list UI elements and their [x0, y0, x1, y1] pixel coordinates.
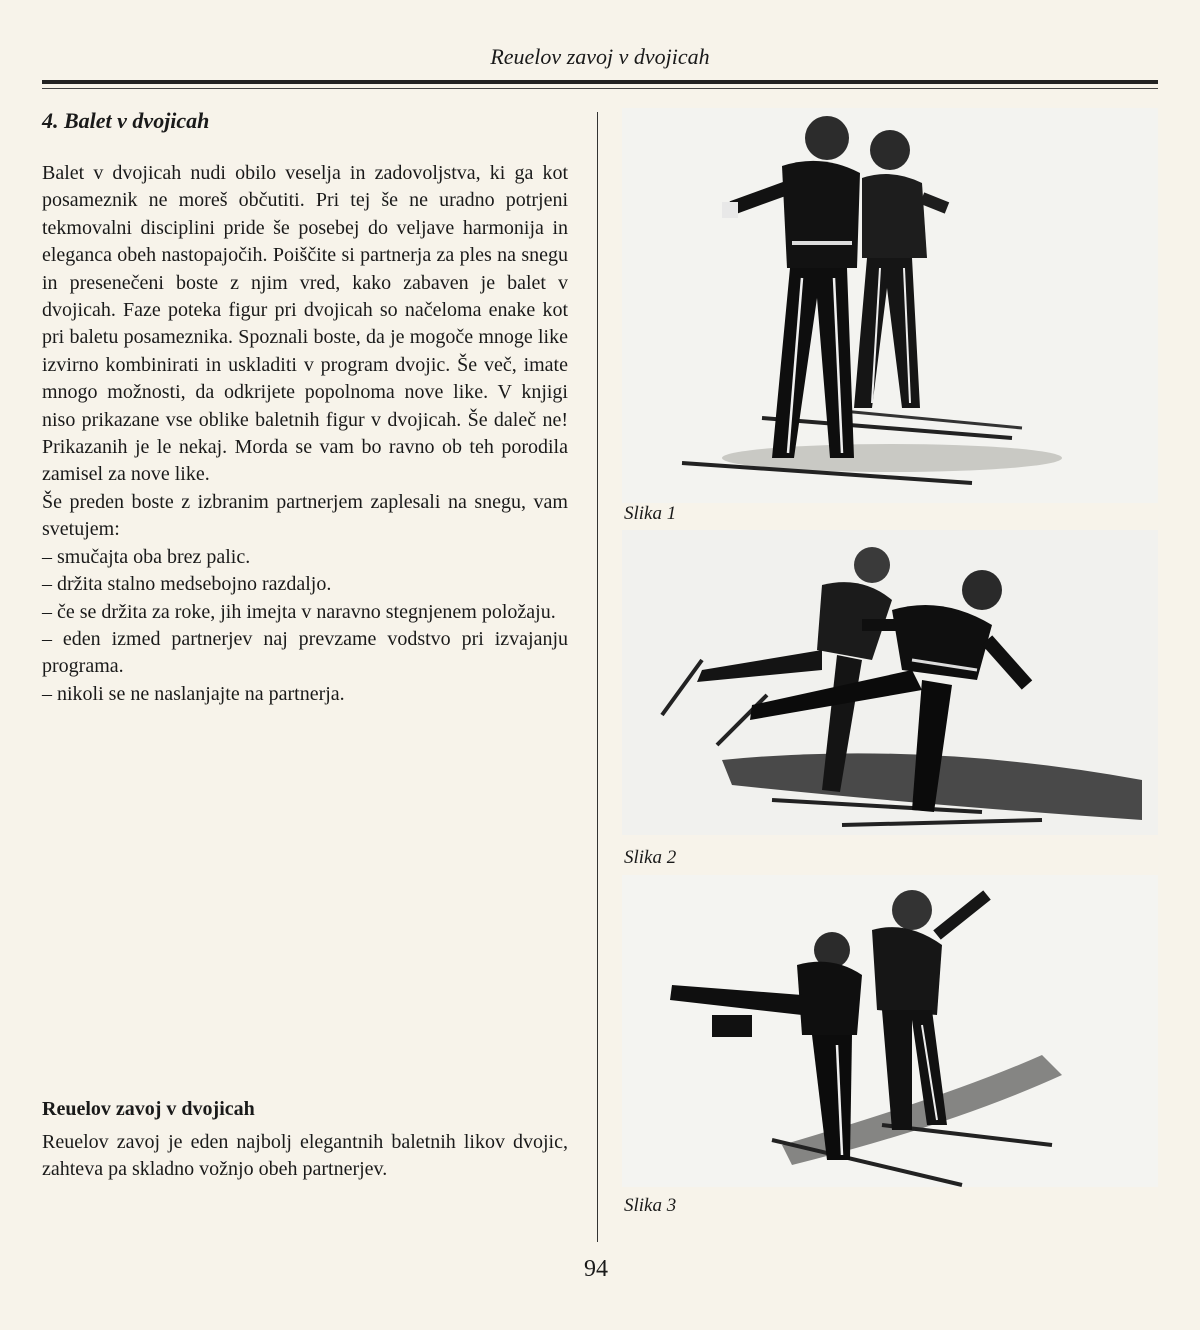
left-column [42, 108, 568, 708]
header-rule [42, 80, 1158, 84]
column-divider [597, 112, 598, 1242]
figure-caption: Slika 3 [624, 1195, 677, 1216]
subsection-paragraph: Reuelov zavoj je eden najbolj elegantnih baletnih likov dvojic, zahteva pa skladno vožnjo obeh partnerjev. [42, 1131, 568, 1181]
list-item: – eden izmed partnerjev naj prevzame vodstvo pri izvajanju programa. [42, 627, 568, 678]
section-heading: 4. Balet v dvojicah [42, 108, 210, 133]
subsection-heading: Reuelov zavoj v dvojicah [42, 1098, 255, 1120]
figure-caption: Slika 2 [624, 847, 677, 868]
second-section [42, 1098, 568, 1184]
arabesque-pair-illustration [622, 530, 1158, 835]
advice-list [42, 544, 568, 708]
list-item: – smučajta oba brez palic. [42, 545, 251, 568]
list-item: – držita stalno medsebojno razdaljo. [42, 573, 332, 596]
skiers-pair-illustration [622, 108, 1158, 503]
advice-intro: Še preden boste z izbranim partnerjem zaplesali na snegu, vam svetujem: [42, 490, 568, 541]
header-rule-thin [42, 88, 1158, 89]
photo-figure-3 [622, 875, 1158, 1187]
photo-figure-2 [622, 530, 1158, 835]
body-paragraph: Balet v dvojicah nudi obilo veselja in zadovoljstva, ki ga kot posameznik ne moreš občutiti. Pri tej še ne uradno potrjeni tekmovalni disciplini pride še posebej do veljave harmonija in eleganca obeh nastopajočih. Poiščite si partnerja za ples na snegu in presenečeni boste z njim vred, kako zabaven je balet v dvojicah. Faze poteka figur pri dvojicah so načeloma enake kot pri baletu posameznika. Spoznali boste, da je mogoče mnoge like izvirno kombinirati in uskladiti v program dvojic. Še več, imate mnogo možnosti, da odkrijete popolnoma nove like. V knjigi niso prikazane vse oblike baletnih figur v dvojicah. Še daleč ne! Prikazanih je le nekaj. Morda se vam bo ravno ob teh porodila zamisel za nove like. [42, 162, 568, 486]
page-number: 94 [584, 1256, 608, 1282]
list-item: – nikoli se ne naslanjajte na partnerja. [42, 682, 345, 705]
reuel-turn-illustration [622, 875, 1158, 1187]
list-item: – če se držita za roke, jih imejta v naravno stegnjenem položaju. [42, 600, 556, 623]
figure-caption: Slika 1 [624, 503, 677, 524]
photo-figure-1 [622, 108, 1158, 503]
running-head: Reuelov zavoj v dvojicah [490, 44, 710, 69]
